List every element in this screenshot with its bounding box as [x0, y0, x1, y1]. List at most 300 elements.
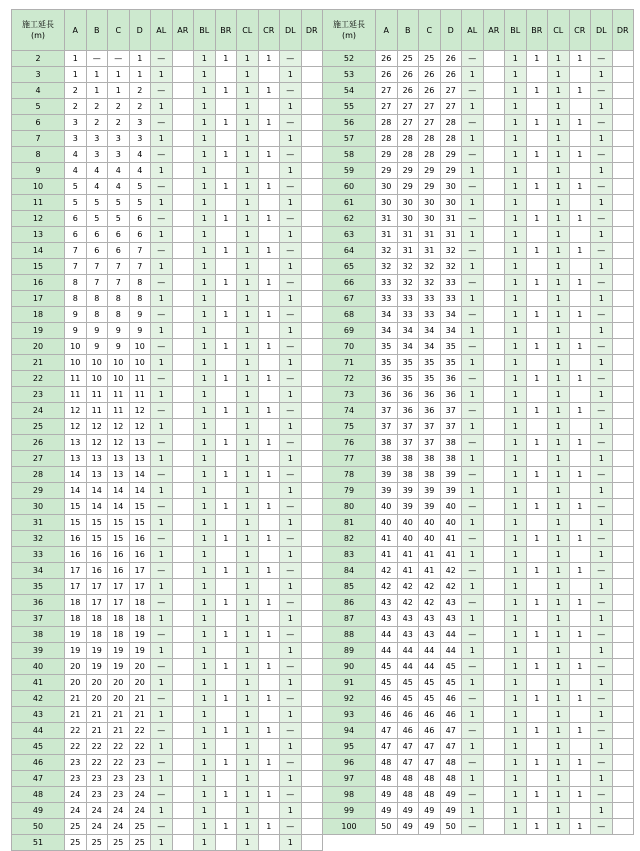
- value-cell-c: 33: [419, 307, 441, 323]
- value-cell-d: 18: [129, 595, 151, 611]
- table-row: [12, 147, 634, 163]
- value-cell-d: 16: [129, 531, 151, 547]
- value-cell-ar: [483, 179, 505, 195]
- value-cell-a: 24: [65, 803, 87, 819]
- value-cell-d: 22: [129, 739, 151, 755]
- value-cell-c: 26: [419, 83, 441, 99]
- value-cell-a: 19: [65, 643, 87, 659]
- value-cell-cr: 1: [569, 659, 591, 675]
- value-cell-d: 37: [440, 419, 462, 435]
- value-cell-dr: [301, 275, 323, 291]
- value-cell-br: [526, 195, 548, 211]
- value-cell-ar: [483, 803, 505, 819]
- value-cell-a: 6: [65, 211, 87, 227]
- value-cell-cl: 1: [237, 691, 259, 707]
- value-cell-b: 17: [86, 595, 108, 611]
- value-cell-dr: [301, 259, 323, 275]
- value-cell-d: 8: [129, 275, 151, 291]
- value-cell-cl: 1: [548, 355, 570, 371]
- value-cell-ar: [172, 419, 194, 435]
- value-cell-dr: [612, 163, 634, 179]
- value-cell-c: 39: [419, 499, 441, 515]
- value-cell-ar: [172, 467, 194, 483]
- value-cell-cl: 1: [237, 531, 259, 547]
- value-cell-dl: 1: [591, 163, 613, 179]
- value-cell-cl: 1: [548, 211, 570, 227]
- value-cell-cl: 1: [237, 227, 259, 243]
- value-cell-dr: [612, 51, 634, 67]
- value-cell-bl: 1: [505, 371, 527, 387]
- value-cell-al: 1: [151, 483, 173, 499]
- value-cell-cr: 1: [569, 435, 591, 451]
- value-cell-dl: 1: [280, 291, 302, 307]
- value-cell-cl: 1: [548, 803, 570, 819]
- value-cell-c: 5: [108, 195, 130, 211]
- value-cell-d: 40: [440, 499, 462, 515]
- value-cell-a: 40: [376, 515, 398, 531]
- value-cell-dr: [301, 835, 323, 851]
- value-cell-bl: 1: [505, 531, 527, 547]
- value-cell-dr: [301, 83, 323, 99]
- value-cell-ar: [172, 579, 194, 595]
- value-cell-d: 17: [129, 579, 151, 595]
- value-cell-c: 43: [419, 627, 441, 643]
- value-cell-ar: [483, 67, 505, 83]
- value-cell-br: 1: [526, 819, 548, 835]
- value-cell-ar: [483, 435, 505, 451]
- value-cell-a: 11: [65, 371, 87, 387]
- value-cell-br: 1: [215, 659, 237, 675]
- value-cell-ar: [172, 275, 194, 291]
- table-row: [12, 115, 634, 131]
- value-cell-a: 22: [65, 723, 87, 739]
- value-cell-cl: 1: [548, 739, 570, 755]
- value-cell-dr: [612, 659, 634, 675]
- table-row: [12, 659, 634, 675]
- value-cell-d: 33: [440, 275, 462, 291]
- value-cell-c: 43: [419, 611, 441, 627]
- value-cell-c: 6: [108, 227, 130, 243]
- table-row: [12, 675, 634, 691]
- value-cell-dl: 1: [280, 611, 302, 627]
- value-cell-c: 29: [419, 179, 441, 195]
- value-cell-al: 1: [462, 611, 484, 627]
- value-cell-d: 12: [129, 419, 151, 435]
- value-cell-dl: 1: [280, 163, 302, 179]
- value-cell-cr: 1: [258, 531, 280, 547]
- value-cell-cl: 1: [237, 819, 259, 835]
- value-cell-a: 31: [376, 211, 398, 227]
- value-cell-cr: 1: [569, 819, 591, 835]
- value-cell-c: 29: [419, 163, 441, 179]
- value-cell-b: 47: [397, 755, 419, 771]
- value-cell-dl: —: [591, 531, 613, 547]
- value-cell-b: 3: [86, 131, 108, 147]
- value-cell-dr: [612, 291, 634, 307]
- value-cell-dl: —: [591, 595, 613, 611]
- value-cell-c: 49: [419, 819, 441, 835]
- value-cell-bl: 1: [194, 547, 216, 563]
- value-cell-ar: [483, 659, 505, 675]
- value-cell-al: 1: [462, 67, 484, 83]
- value-cell-dl: —: [591, 467, 613, 483]
- value-cell-a: 30: [376, 179, 398, 195]
- value-cell-cr: 1: [258, 179, 280, 195]
- value-cell-br: [215, 707, 237, 723]
- table-row: [12, 467, 634, 483]
- empty-cell: [612, 835, 634, 851]
- table-row: [12, 499, 634, 515]
- value-cell-bl: 1: [194, 339, 216, 355]
- value-cell-cr: [258, 99, 280, 115]
- value-cell-a: 29: [376, 163, 398, 179]
- value-cell-cl: 1: [237, 403, 259, 419]
- value-cell-cr: 1: [258, 435, 280, 451]
- value-cell-ar: [483, 611, 505, 627]
- value-cell-dl: 1: [280, 547, 302, 563]
- value-cell-b: 41: [397, 547, 419, 563]
- value-cell-b: 14: [86, 483, 108, 499]
- value-cell-dl: 1: [591, 515, 613, 531]
- value-cell-d: 10: [129, 355, 151, 371]
- value-cell-b: 35: [397, 355, 419, 371]
- value-cell-dr: [301, 579, 323, 595]
- value-cell-c: 45: [419, 675, 441, 691]
- value-cell-d: 47: [440, 739, 462, 755]
- value-cell-b: 22: [86, 739, 108, 755]
- value-cell-c: 15: [108, 515, 130, 531]
- value-cell-d: 9: [129, 307, 151, 323]
- value-cell-d: 9: [129, 323, 151, 339]
- value-cell-cr: 1: [569, 371, 591, 387]
- value-cell-ar: [172, 723, 194, 739]
- value-cell-d: 37: [440, 403, 462, 419]
- value-cell-dr: [301, 627, 323, 643]
- value-cell-cr: [258, 227, 280, 243]
- value-cell-bl: 1: [194, 723, 216, 739]
- value-cell-dl: 1: [591, 611, 613, 627]
- length-cell: 91: [323, 675, 376, 691]
- value-cell-br: [215, 515, 237, 531]
- value-cell-br: 1: [215, 371, 237, 387]
- value-cell-b: 30: [397, 195, 419, 211]
- header-c: C: [419, 10, 441, 51]
- value-cell-cr: 1: [569, 179, 591, 195]
- value-cell-a: 36: [376, 387, 398, 403]
- value-cell-cr: 1: [258, 51, 280, 67]
- value-cell-bl: 1: [505, 163, 527, 179]
- value-cell-dl: 1: [280, 387, 302, 403]
- value-cell-al: —: [462, 51, 484, 67]
- value-cell-d: 19: [129, 643, 151, 659]
- value-cell-br: [215, 803, 237, 819]
- length-cell: 75: [323, 419, 376, 435]
- value-cell-d: 24: [129, 787, 151, 803]
- value-cell-dl: 1: [280, 579, 302, 595]
- value-cell-b: 43: [397, 627, 419, 643]
- value-cell-cl: 1: [548, 259, 570, 275]
- value-cell-ar: [483, 579, 505, 595]
- header-length: 施工延長 (m): [323, 10, 376, 51]
- value-cell-br: [215, 419, 237, 435]
- value-cell-d: 14: [129, 483, 151, 499]
- value-cell-cr: 1: [569, 211, 591, 227]
- value-cell-al: —: [151, 659, 173, 675]
- value-cell-cr: 1: [569, 115, 591, 131]
- value-cell-cl: 1: [237, 739, 259, 755]
- value-cell-al: 1: [151, 419, 173, 435]
- value-cell-bl: 1: [194, 691, 216, 707]
- value-cell-cl: 1: [548, 307, 570, 323]
- value-cell-dl: —: [280, 819, 302, 835]
- length-cell: 20: [12, 339, 65, 355]
- value-cell-al: 1: [462, 227, 484, 243]
- value-cell-dl: 1: [280, 675, 302, 691]
- value-cell-d: 49: [440, 787, 462, 803]
- value-cell-b: 26: [397, 67, 419, 83]
- value-cell-cr: [569, 579, 591, 595]
- value-cell-br: 1: [526, 179, 548, 195]
- value-cell-d: 48: [440, 771, 462, 787]
- value-cell-al: —: [462, 659, 484, 675]
- value-cell-dl: 1: [280, 803, 302, 819]
- value-cell-dr: [301, 179, 323, 195]
- value-cell-br: [215, 195, 237, 211]
- value-cell-d: 48: [440, 755, 462, 771]
- value-cell-b: 42: [397, 579, 419, 595]
- value-cell-c: 36: [419, 387, 441, 403]
- value-cell-br: 1: [526, 83, 548, 99]
- value-cell-bl: 1: [505, 643, 527, 659]
- value-cell-ar: [483, 99, 505, 115]
- value-cell-br: [526, 707, 548, 723]
- value-cell-cr: [569, 451, 591, 467]
- length-cell: 80: [323, 499, 376, 515]
- value-cell-cl: 1: [237, 771, 259, 787]
- value-cell-c: 3: [108, 131, 130, 147]
- value-cell-c: 8: [108, 307, 130, 323]
- length-cell: 32: [12, 531, 65, 547]
- value-cell-br: [526, 163, 548, 179]
- value-cell-al: —: [462, 595, 484, 611]
- value-cell-d: 23: [129, 755, 151, 771]
- value-cell-cr: [258, 835, 280, 851]
- length-cell: 12: [12, 211, 65, 227]
- value-cell-ar: [172, 819, 194, 835]
- length-cell: 34: [12, 563, 65, 579]
- value-cell-dl: —: [280, 371, 302, 387]
- value-cell-cl: 1: [548, 547, 570, 563]
- value-cell-br: 1: [215, 147, 237, 163]
- value-cell-ar: [483, 531, 505, 547]
- value-cell-b: 2: [86, 115, 108, 131]
- value-cell-cl: 1: [237, 291, 259, 307]
- value-cell-ar: [172, 803, 194, 819]
- value-cell-a: 37: [376, 403, 398, 419]
- length-cell: 88: [323, 627, 376, 643]
- value-cell-br: 1: [526, 499, 548, 515]
- length-cell: 54: [323, 83, 376, 99]
- value-cell-br: 1: [215, 115, 237, 131]
- value-cell-dl: —: [591, 147, 613, 163]
- value-cell-dr: [612, 675, 634, 691]
- value-cell-br: 1: [215, 243, 237, 259]
- value-cell-br: 1: [215, 211, 237, 227]
- value-cell-br: [215, 739, 237, 755]
- value-cell-cr: [258, 771, 280, 787]
- value-cell-a: 41: [376, 547, 398, 563]
- value-cell-br: [526, 675, 548, 691]
- empty-cell: [526, 835, 548, 851]
- value-cell-br: 1: [526, 467, 548, 483]
- value-cell-cr: 1: [258, 787, 280, 803]
- value-cell-c: 9: [108, 323, 130, 339]
- value-cell-dr: [612, 403, 634, 419]
- length-cell: 31: [12, 515, 65, 531]
- table-row: [12, 51, 634, 67]
- value-cell-b: 26: [397, 83, 419, 99]
- value-cell-ar: [172, 179, 194, 195]
- value-cell-b: 43: [397, 611, 419, 627]
- length-cell: 49: [12, 803, 65, 819]
- header-b: B: [397, 10, 419, 51]
- value-cell-c: 28: [419, 131, 441, 147]
- value-cell-bl: 1: [194, 179, 216, 195]
- value-cell-cl: 1: [237, 595, 259, 611]
- value-cell-ar: [483, 371, 505, 387]
- value-cell-dr: [301, 51, 323, 67]
- value-cell-d: 34: [440, 307, 462, 323]
- value-cell-c: 37: [419, 419, 441, 435]
- value-cell-dr: [301, 131, 323, 147]
- value-cell-bl: 1: [505, 675, 527, 691]
- value-cell-a: 9: [65, 307, 87, 323]
- value-cell-dl: —: [591, 819, 613, 835]
- value-cell-br: 1: [215, 51, 237, 67]
- value-cell-bl: 1: [505, 147, 527, 163]
- value-cell-bl: 1: [505, 579, 527, 595]
- value-cell-dr: [301, 243, 323, 259]
- value-cell-d: 18: [129, 611, 151, 627]
- value-cell-d: 25: [129, 819, 151, 835]
- value-cell-bl: 1: [194, 115, 216, 131]
- value-cell-dl: —: [591, 723, 613, 739]
- value-cell-a: 12: [65, 419, 87, 435]
- value-cell-b: 34: [397, 323, 419, 339]
- value-cell-b: 3: [86, 147, 108, 163]
- value-cell-ar: [172, 371, 194, 387]
- value-cell-a: 27: [376, 99, 398, 115]
- value-cell-br: 1: [526, 243, 548, 259]
- value-cell-ar: [483, 147, 505, 163]
- value-cell-dl: —: [280, 563, 302, 579]
- value-cell-a: 47: [376, 723, 398, 739]
- value-cell-bl: 1: [505, 755, 527, 771]
- value-cell-dl: —: [280, 403, 302, 419]
- value-cell-b: 32: [397, 275, 419, 291]
- value-cell-b: 22: [86, 755, 108, 771]
- length-cell: 84: [323, 563, 376, 579]
- value-cell-cl: 1: [237, 547, 259, 563]
- value-cell-d: 28: [440, 115, 462, 131]
- length-cell: 50: [12, 819, 65, 835]
- length-cell: 92: [323, 691, 376, 707]
- value-cell-ar: [483, 51, 505, 67]
- value-cell-d: 23: [129, 771, 151, 787]
- value-cell-dl: —: [591, 211, 613, 227]
- value-cell-d: 45: [440, 659, 462, 675]
- table-row: [12, 771, 634, 787]
- value-cell-dr: [612, 83, 634, 99]
- length-cell: 41: [12, 675, 65, 691]
- value-cell-cr: [569, 547, 591, 563]
- length-cell: 25: [12, 419, 65, 435]
- value-cell-ar: [483, 563, 505, 579]
- value-cell-b: 12: [86, 435, 108, 451]
- length-cell: 69: [323, 323, 376, 339]
- value-cell-ar: [172, 483, 194, 499]
- value-cell-b: 36: [397, 387, 419, 403]
- value-cell-d: 39: [440, 467, 462, 483]
- value-cell-cl: 1: [548, 675, 570, 691]
- value-cell-bl: 1: [194, 195, 216, 211]
- value-cell-c: 6: [108, 243, 130, 259]
- value-cell-a: 17: [65, 579, 87, 595]
- value-cell-d: 25: [129, 835, 151, 851]
- value-cell-b: 19: [86, 659, 108, 675]
- length-cell: 26: [12, 435, 65, 451]
- value-cell-d: 29: [440, 147, 462, 163]
- value-cell-br: [526, 259, 548, 275]
- value-cell-bl: 1: [194, 451, 216, 467]
- value-cell-al: 1: [462, 707, 484, 723]
- value-cell-c: 35: [419, 371, 441, 387]
- value-cell-ar: [172, 771, 194, 787]
- value-cell-al: 1: [151, 835, 173, 851]
- value-cell-d: 26: [440, 51, 462, 67]
- value-cell-cl: 1: [237, 659, 259, 675]
- value-cell-al: 1: [151, 451, 173, 467]
- value-cell-al: 1: [462, 259, 484, 275]
- value-cell-c: 42: [419, 579, 441, 595]
- value-cell-al: 1: [151, 291, 173, 307]
- value-cell-al: 1: [462, 291, 484, 307]
- value-cell-al: —: [462, 563, 484, 579]
- value-cell-br: 1: [526, 51, 548, 67]
- value-cell-dl: 1: [591, 451, 613, 467]
- length-cell: 2: [12, 51, 65, 67]
- value-cell-c: 38: [419, 467, 441, 483]
- value-cell-dr: [612, 803, 634, 819]
- value-cell-a: 46: [376, 691, 398, 707]
- value-cell-br: 1: [526, 435, 548, 451]
- value-cell-bl: 1: [505, 403, 527, 419]
- value-cell-dr: [301, 659, 323, 675]
- value-cell-d: 40: [440, 515, 462, 531]
- value-cell-a: 18: [65, 595, 87, 611]
- value-cell-bl: 1: [505, 451, 527, 467]
- length-cell: 11: [12, 195, 65, 211]
- value-cell-b: 7: [86, 275, 108, 291]
- value-cell-dr: [612, 467, 634, 483]
- value-cell-dr: [612, 563, 634, 579]
- value-cell-a: 30: [376, 195, 398, 211]
- value-cell-a: 33: [376, 291, 398, 307]
- value-cell-c: 18: [108, 627, 130, 643]
- length-cell: 39: [12, 643, 65, 659]
- value-cell-b: 45: [397, 691, 419, 707]
- value-cell-cl: 1: [237, 163, 259, 179]
